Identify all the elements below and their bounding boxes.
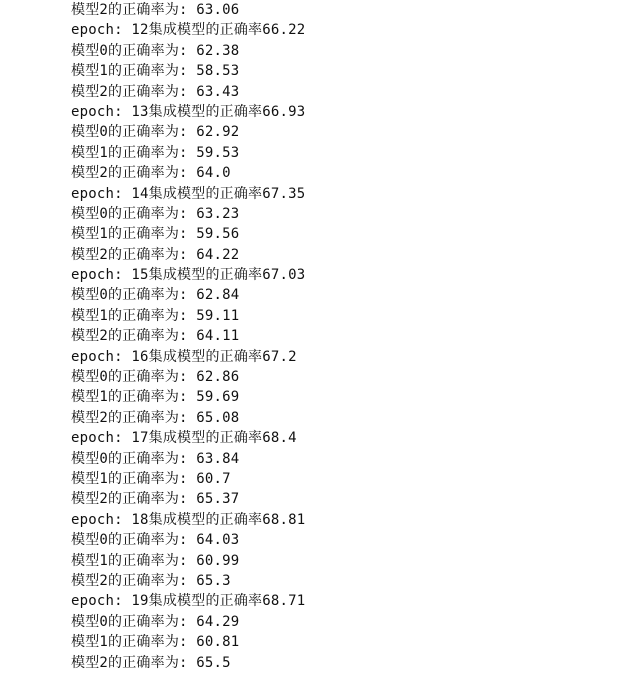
console-line: 模型2的正确率为: 63.06 <box>71 2 240 18</box>
console-line: 模型0的正确率为: 62.84 <box>71 287 240 304</box>
console-line: 模型1的正确率为: 59.56 <box>71 226 240 243</box>
console-line: 模型1的正确率为: 59.11 <box>71 307 240 324</box>
console-line: 模型2的正确率为: 64.11 <box>71 328 240 345</box>
console-line: 模型2的正确率为: 65.5 <box>71 654 231 671</box>
console-line: 模型0的正确率为: 62.86 <box>71 369 240 386</box>
console-line: 模型2的正确率为: 63.43 <box>71 83 240 100</box>
console-line: epoch: 16集成模型的正确率67.2 <box>71 348 297 365</box>
console-line: epoch: 13集成模型的正确率66.93 <box>71 103 306 120</box>
console-line: 模型1的正确率为: 58.53 <box>71 63 240 80</box>
console-line: 模型0的正确率为: 63.84 <box>71 450 240 467</box>
console-line: epoch: 15集成模型的正确率67.03 <box>71 267 306 284</box>
console-line: epoch: 19集成模型的正确率68.71 <box>71 593 306 610</box>
console-line: 模型1的正确率为: 60.99 <box>71 552 240 569</box>
console-line: 模型2的正确率为: 65.3 <box>71 572 231 589</box>
console-line: epoch: 18集成模型的正确率68.81 <box>71 511 306 528</box>
console-line: 模型0的正确率为: 64.03 <box>71 532 240 549</box>
console-line: 模型0的正确率为: 62.38 <box>71 42 240 59</box>
console-line: 模型0的正确率为: 64.29 <box>71 613 240 630</box>
console-output <box>71 0 611 673</box>
console-line: 模型2的正确率为: 65.08 <box>71 409 240 426</box>
console-line: 模型1的正确率为: 60.81 <box>71 634 240 651</box>
console-line: 模型0的正确率为: 63.23 <box>71 205 240 222</box>
console-line: 模型1的正确率为: 59.69 <box>71 389 240 406</box>
console-line: epoch: 12集成模型的正确率66.22 <box>71 22 306 39</box>
console-line: 模型2的正确率为: 65.37 <box>71 491 240 508</box>
console-line: 模型1的正确率为: 59.53 <box>71 144 240 161</box>
console-line: 模型1的正确率为: 60.7 <box>71 470 231 487</box>
console-line: 模型2的正确率为: 64.0 <box>71 165 231 182</box>
console-line: 模型2的正确率为: 64.22 <box>71 246 240 263</box>
console-line: epoch: 17集成模型的正确率68.4 <box>71 430 297 447</box>
console-line: 模型0的正确率为: 62.92 <box>71 124 240 141</box>
console-line: epoch: 14集成模型的正确率67.35 <box>71 185 306 202</box>
